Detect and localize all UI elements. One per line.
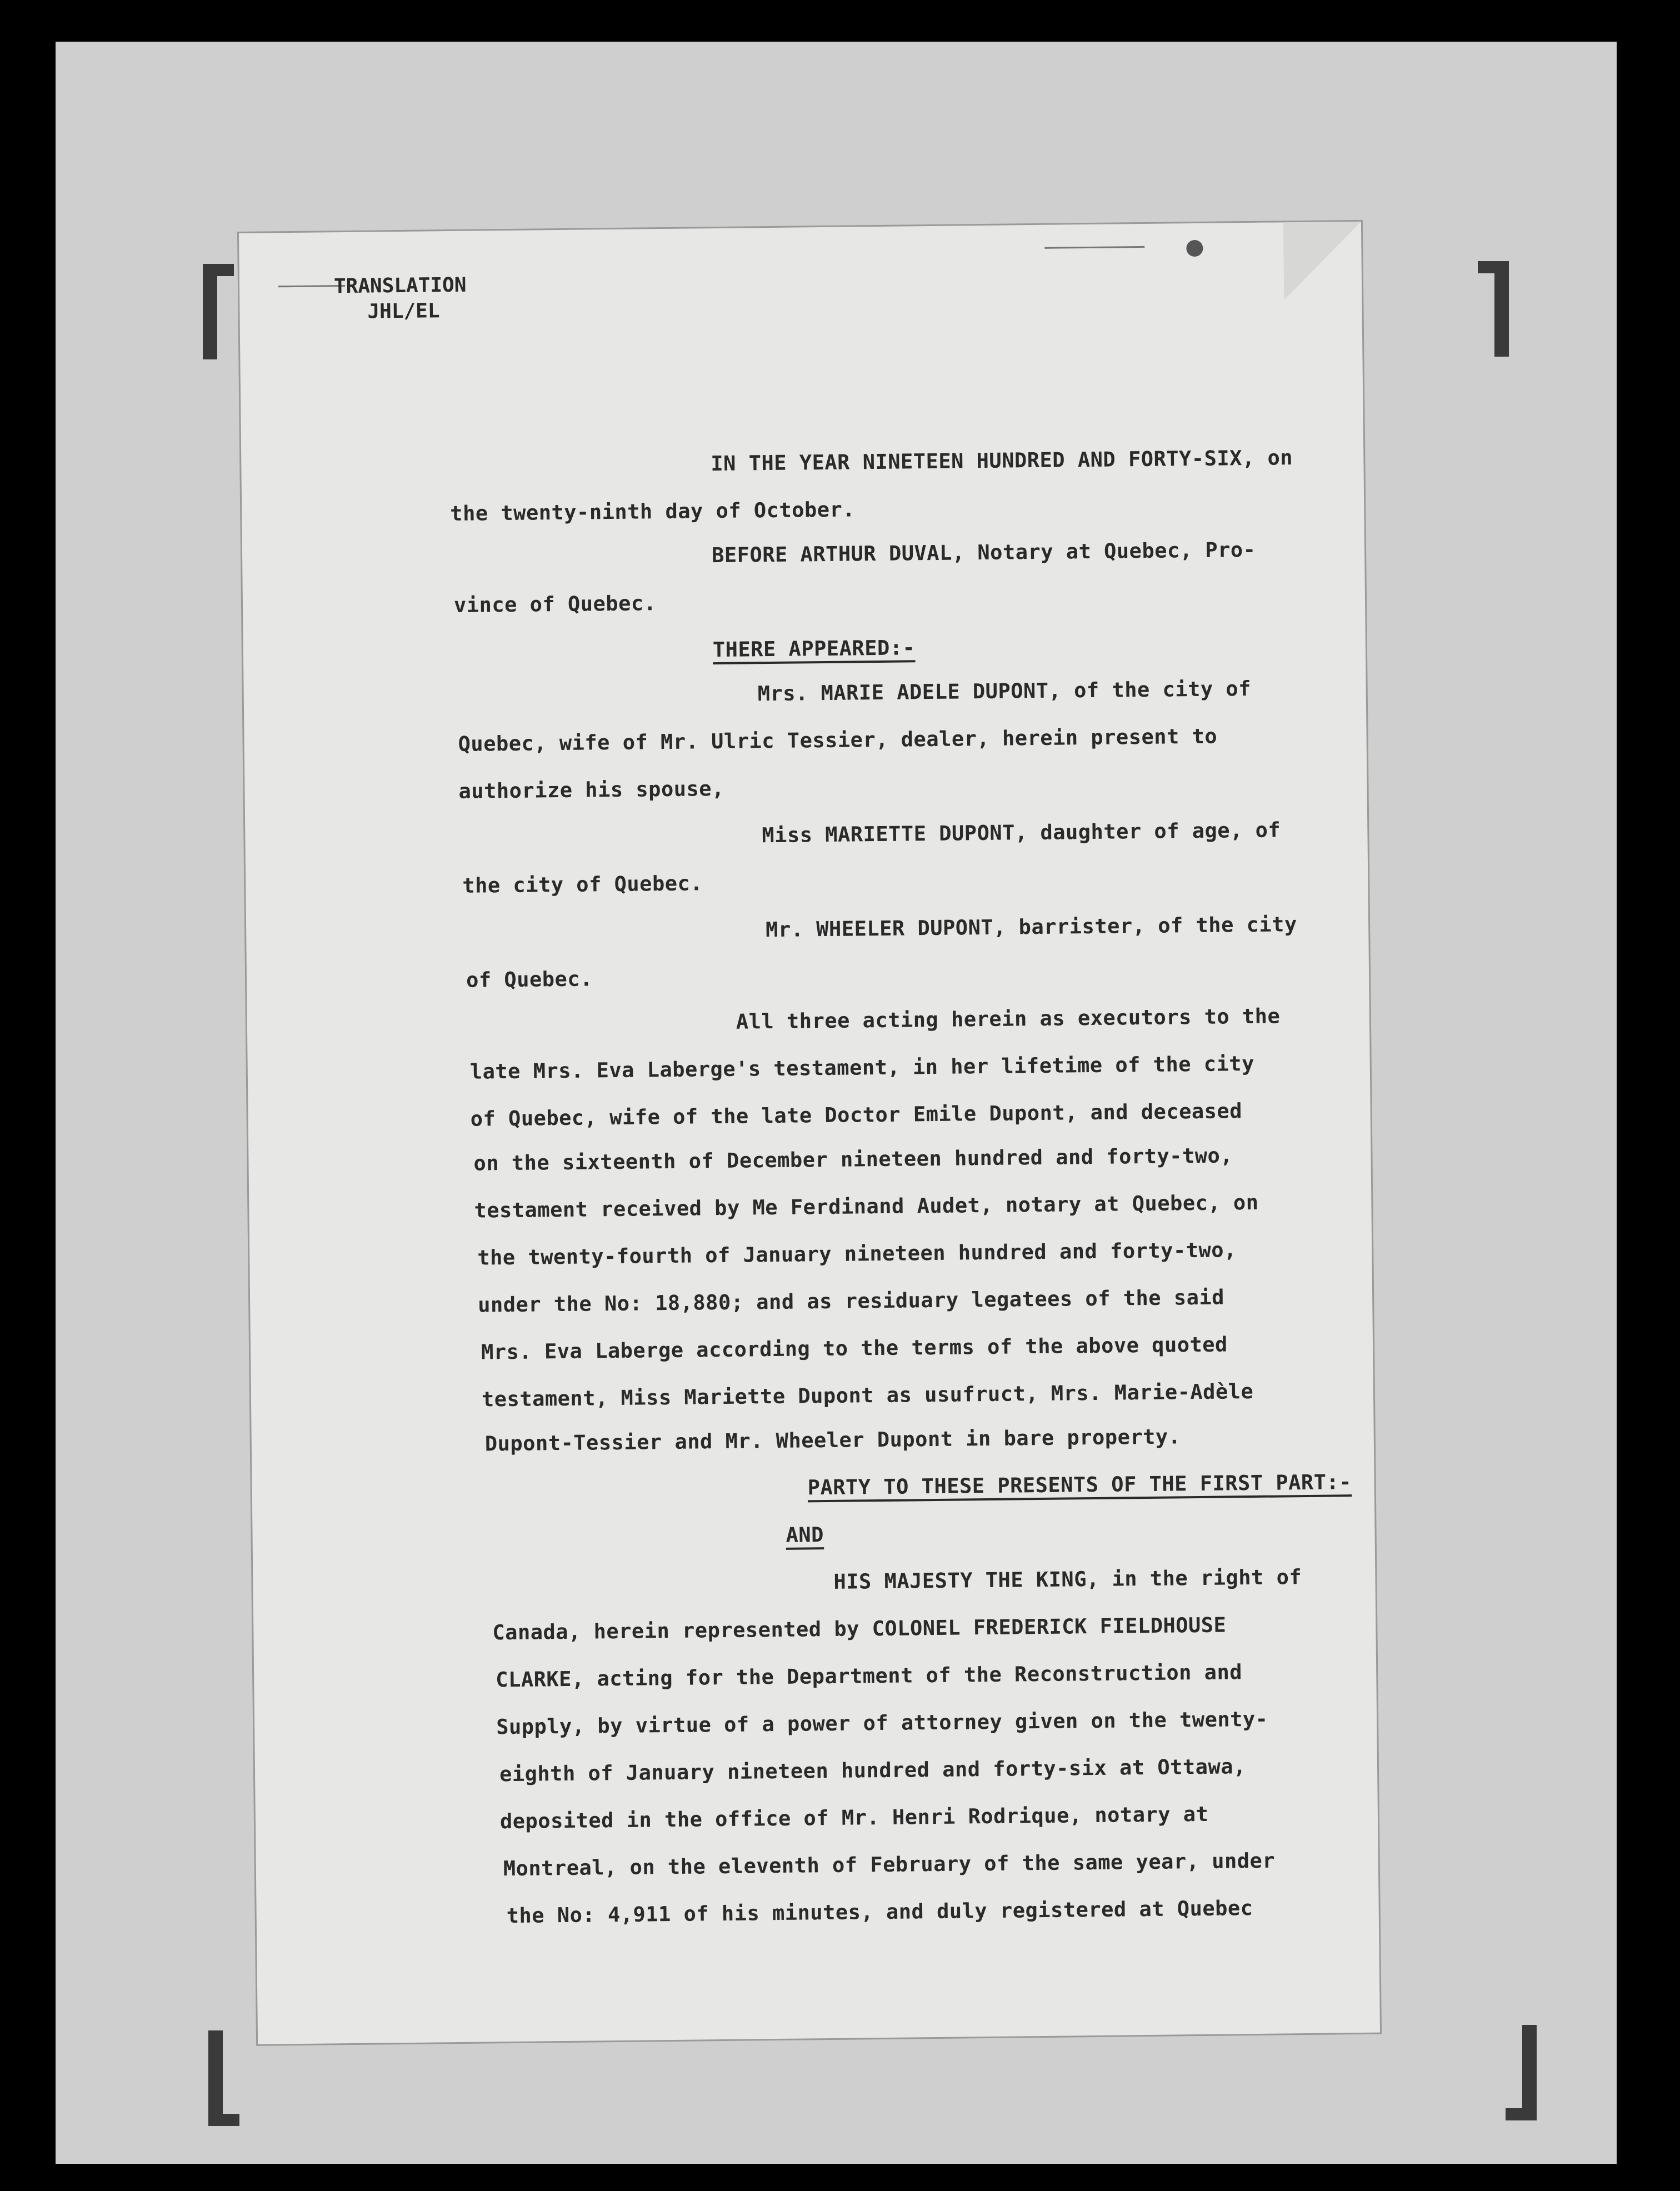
text-line: IN THE YEAR NINETEEN HUNDRED AND FORTY-SIX, on — [711, 446, 1293, 476]
crop-mark-top-right — [1478, 261, 1509, 357]
text-line: Quebec, wife of Mr. Ulric Tessier, dealer, herein present to — [458, 724, 1218, 756]
text-line: the twenty-fourth of January nineteen hundred and forty-two, — [477, 1238, 1237, 1270]
text-line: testament, Miss Mariette Dupont as usufruct, Mrs. Marie-Adèle — [481, 1379, 1254, 1412]
text-line: Mr. WHEELER DUPONT, barrister, of the city — [765, 912, 1297, 942]
text-line: Mrs. MARIE ADELE DUPONT, of the city of — [757, 676, 1252, 706]
text-line: the twenty-ninth day of October. — [450, 497, 856, 526]
text-line: under the No: 18,880; and as residuary legatees of the said — [477, 1285, 1225, 1317]
text-line: Montreal, on the eleventh of February of the same year, under — [503, 1848, 1276, 1881]
text-line: the city of Quebec. — [462, 871, 703, 898]
translation-label: TRANSLATION — [333, 273, 467, 298]
scratch-mark — [1044, 246, 1144, 249]
text-line: Dupont-Tessier and Mr. Wheeler Dupont in bare property. — [484, 1424, 1181, 1456]
text-line: HIS MAJESTY THE KING, in the right of — [833, 1565, 1302, 1594]
text-line: the No: 4,911 of his minutes, and duly registered at Quebec — [506, 1896, 1253, 1928]
crop-mark-bottom-left — [208, 2030, 239, 2126]
text-line: authorize his spouse, — [458, 776, 725, 803]
folded-corner — [1283, 222, 1362, 300]
text-line: of Quebec, wife of the late Doctor Emile Dupont, and deceased — [470, 1099, 1243, 1131]
text-line: THERE APPEARED:- — [712, 636, 916, 662]
initials-label: JHL/EL — [367, 299, 440, 323]
document-page — [239, 222, 1380, 2044]
text-line: vince of Quebec. — [453, 591, 657, 617]
text-line: Canada, herein represented by COLONEL FREDERICK FIELDHOUSE — [492, 1613, 1227, 1645]
text-line: eighth of January nineteen hundred and forty-six at Ottawa, — [499, 1754, 1247, 1787]
text-line: deposited in the office of Mr. Henri Rodrique, notary at — [499, 1802, 1209, 1834]
text-line: Miss MARIETTE DUPONT, daughter of age, of — [762, 818, 1281, 848]
text-line: Mrs. Eva Laberge according to the terms of the above quoted — [481, 1332, 1228, 1364]
crop-mark-top-left — [203, 264, 234, 359]
document-header — [334, 273, 467, 325]
crop-mark-bottom-right — [1506, 2025, 1537, 2120]
text-line: late Mrs. Eva Laberge's testament, in her lifetime of the city — [469, 1051, 1255, 1084]
text-line: of Quebec. — [466, 967, 593, 992]
punch-hole — [1186, 240, 1203, 257]
text-line: All three acting herein as executors to the — [736, 1004, 1281, 1034]
text-line: testament received by Me Ferdinand Audet, notary at Quebec, on — [474, 1190, 1259, 1223]
text-line: Supply, by virtue of a power of attorney given on the twenty- — [496, 1707, 1268, 1739]
text-line: AND — [786, 1523, 824, 1547]
text-line: on the sixteenth of December nineteen hundred and forty-two, — [473, 1143, 1233, 1175]
text-line: PARTY TO THESE PRESENTS OF THE FIRST PART:- — [807, 1470, 1352, 1500]
text-line: CLARKE, acting for the Department of the Reconstruction and — [496, 1660, 1243, 1692]
text-line: BEFORE ARTHUR DUVAL, Notary at Quebec, Pro- — [711, 537, 1256, 568]
